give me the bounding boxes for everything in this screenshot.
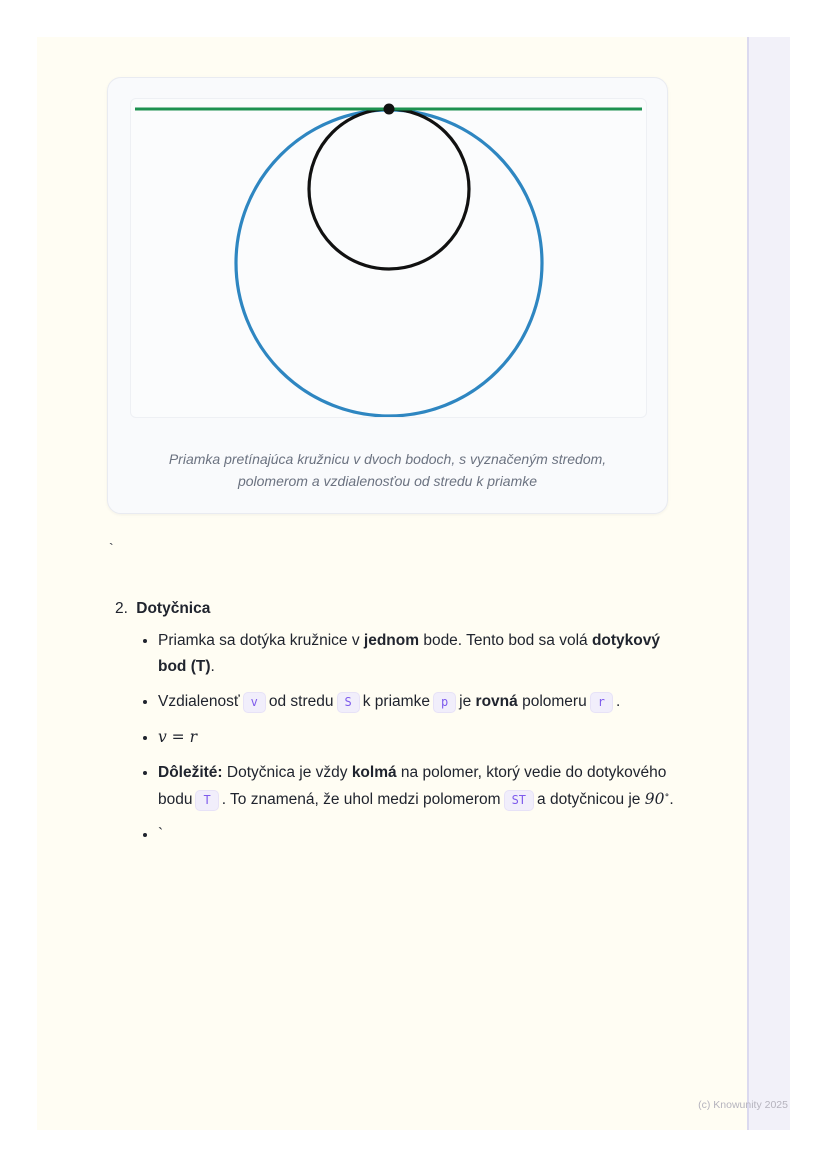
text-segment: Priamka sa dotýka kružnice v bbox=[158, 632, 364, 649]
text-segment: na polomer, ktorý vedie do dotykového bodu bbox=[158, 764, 667, 808]
inline-code-badge: v bbox=[243, 692, 266, 713]
inline-code-badge: ST bbox=[504, 790, 534, 811]
figure-card bbox=[107, 77, 668, 514]
list-item bbox=[158, 724, 681, 751]
outer-circle bbox=[236, 110, 542, 416]
inner-circle bbox=[309, 109, 469, 269]
figure-caption: Priamka pretínajúca kružnicu v dvoch bodoch, s vyznačeným stredom, polomerom a vzdialenosťou od stredu k priamke bbox=[168, 451, 607, 489]
text-segment: jednom bbox=[363, 632, 420, 649]
tangent-circles-figure bbox=[131, 99, 646, 417]
note-page bbox=[37, 37, 747, 1130]
section-number: 2. bbox=[115, 600, 128, 617]
text-segment: kolmá bbox=[351, 764, 397, 781]
tangent-point bbox=[384, 104, 395, 115]
inline-code-badge: r bbox=[590, 692, 613, 713]
section-heading bbox=[115, 597, 681, 621]
text-segment: . bbox=[210, 658, 215, 675]
math-segment: v = r bbox=[158, 728, 198, 746]
footer-credit: (c) Knowunity 2025 bbox=[698, 1099, 788, 1111]
text-segment: Dotyčnica je vždy bbox=[222, 764, 352, 781]
stray-backtick: ` bbox=[109, 540, 114, 556]
list-item bbox=[158, 689, 681, 715]
bullet-list bbox=[115, 628, 681, 848]
inline-code-badge: S bbox=[337, 692, 360, 713]
text-segment: Vzdialenosť bbox=[158, 693, 240, 710]
text-segment: bode. Tento bod sa volá bbox=[419, 632, 592, 649]
text-segment: od stredu bbox=[268, 693, 334, 710]
text-segment: rovná bbox=[475, 693, 518, 710]
text-segment: k priamke bbox=[362, 693, 430, 710]
text-segment: . To znamená, že uhol medzi polomerom bbox=[221, 791, 501, 808]
text-segment: ` bbox=[158, 826, 164, 843]
list-item bbox=[158, 628, 681, 680]
list-item bbox=[158, 760, 681, 813]
math-segment: 90 bbox=[644, 790, 665, 808]
text-segment: polomeru bbox=[517, 693, 587, 710]
section-title: Dotyčnica bbox=[136, 600, 211, 617]
text-segment: Dôležité: bbox=[158, 764, 223, 781]
text-segment: je bbox=[459, 693, 476, 710]
section-dotycnica bbox=[115, 597, 681, 857]
text-segment: . bbox=[615, 693, 621, 710]
list-item bbox=[158, 822, 681, 848]
scrollbar-track[interactable] bbox=[747, 37, 790, 1130]
geometry-diagram bbox=[130, 98, 647, 418]
math-segment: ∘ bbox=[664, 789, 670, 801]
inline-code-badge: p bbox=[433, 692, 456, 713]
text-segment: dotykový bod (T) bbox=[158, 632, 661, 675]
text-segment: . bbox=[669, 791, 674, 808]
inline-code-badge: T bbox=[195, 790, 218, 811]
text-segment: a dotyčnicou je bbox=[537, 791, 645, 808]
